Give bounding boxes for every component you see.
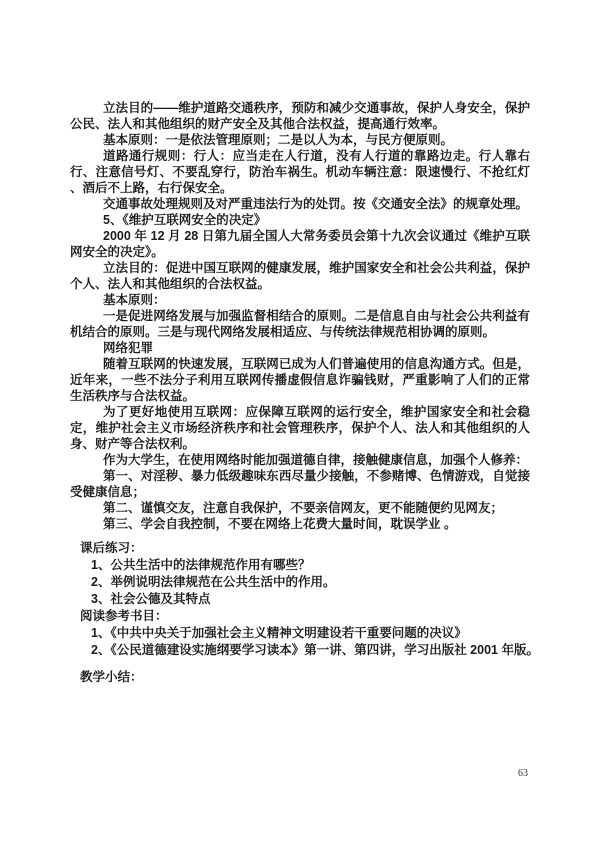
teaching-summary-section: [80, 669, 143, 686]
homework-section-title: 课后练习：: [80, 541, 143, 555]
page-number: 63: [518, 768, 528, 779]
reading-section-title: 阅读参考书目：: [80, 609, 168, 623]
body-paragraph: 第二、谨慎交友，注意自我保护，不要亲信网友，更不能随便约见网友；: [103, 501, 504, 515]
body-paragraph: 基本原则：一是依法管理原则；二是以人为本，与民方便原则。: [103, 133, 454, 147]
body-paragraph: 交通事故处理规则及对严重违法行为的处罚。按《交通安全法》的规章处理。: [103, 197, 529, 211]
reading-item: 2、《公民道德建设实施纲要学习读本》第一讲、第四讲，学习出版社 2001 年版。: [91, 643, 539, 657]
body-paragraph: 第一、对淫秽、暴力低级趣味东西尽量少接触，不参赌博、色情游戏，自觉接受健康信息；: [70, 469, 530, 499]
body-paragraph: 作为大学生，在使用网络时能加强道德自律，接触健康信息，加强个人修养：: [103, 453, 529, 467]
homework-item: 3、社会公德及其特点: [91, 592, 211, 606]
body-paragraph: 随着互联网的快速发展，互联网已成为人们普遍使用的信息沟通方式。但是，近年来，一些不法分子利用互联网传播虚假信息诈骗钱财，严重影响了人们的正常生活秩序与合法权益。: [70, 357, 530, 403]
body-paragraph: 为了更好地使用互联网：应保障互联网的运行安全，维护国家安全和社会稳定，维护社会主义市场经济秩序和社会管理秩序，保护个人、法人和其他组织的人身、财产等合法权利。: [70, 405, 530, 451]
body-paragraph: 2000 年 12 月 28 日第九届全国人大常务委员会第十九次会议通过《维护互联网安全的决定》。: [70, 229, 530, 259]
body-paragraph: 一是促进网络发展与加强监督相结合的原则。二是信息自由与社会公共利益有机结合的原则。三是与现代网络发展相适应、与传统法律规范相协调的原则。: [70, 309, 530, 339]
summary-section-title: 教学小结：: [80, 670, 143, 684]
reading-item: 1、《中共中央关于加强社会主义精神文明建设若干重要问题的决议》: [91, 626, 467, 640]
body-paragraph: 5、《维护互联网安全的决定》: [103, 213, 267, 227]
lesson-content: [70, 100, 530, 532]
body-paragraph: 第三、学会自我控制，不要在网络上花费大量时间，耽误学业 。: [103, 517, 457, 531]
body-paragraph: 立法目的：促进中国互联网的健康发展，维护国家安全和社会公共利益，保护个人、法人和其他组织的合法权益。: [70, 261, 530, 291]
body-paragraph: 道路通行规则：行人：应当走在人行道，没有人行道的靠路边走。行人靠右行、注意信号灯、不要乱穿行，防治车祸生。机动车辆注意：限速慢行、不抢红灯 、酒后不上路，右行保安全。: [70, 149, 530, 195]
body-paragraph: 立法目的——维护道路交通秩序，预防和减少交通事故，保护人身安全，保护公民、法人和其他组织的财产安全及其他合法权益，提高通行效率。: [70, 101, 530, 131]
body-paragraph: 网络犯罪: [103, 341, 154, 355]
homework-item: 1、公共生活中的法律规范作用有哪些？: [91, 558, 311, 572]
body-paragraph: 基本原则：: [103, 293, 166, 307]
after-class-section: [70, 540, 540, 659]
homework-item: 2、举例说明法律规范在公共生活中的作用。: [91, 575, 336, 589]
